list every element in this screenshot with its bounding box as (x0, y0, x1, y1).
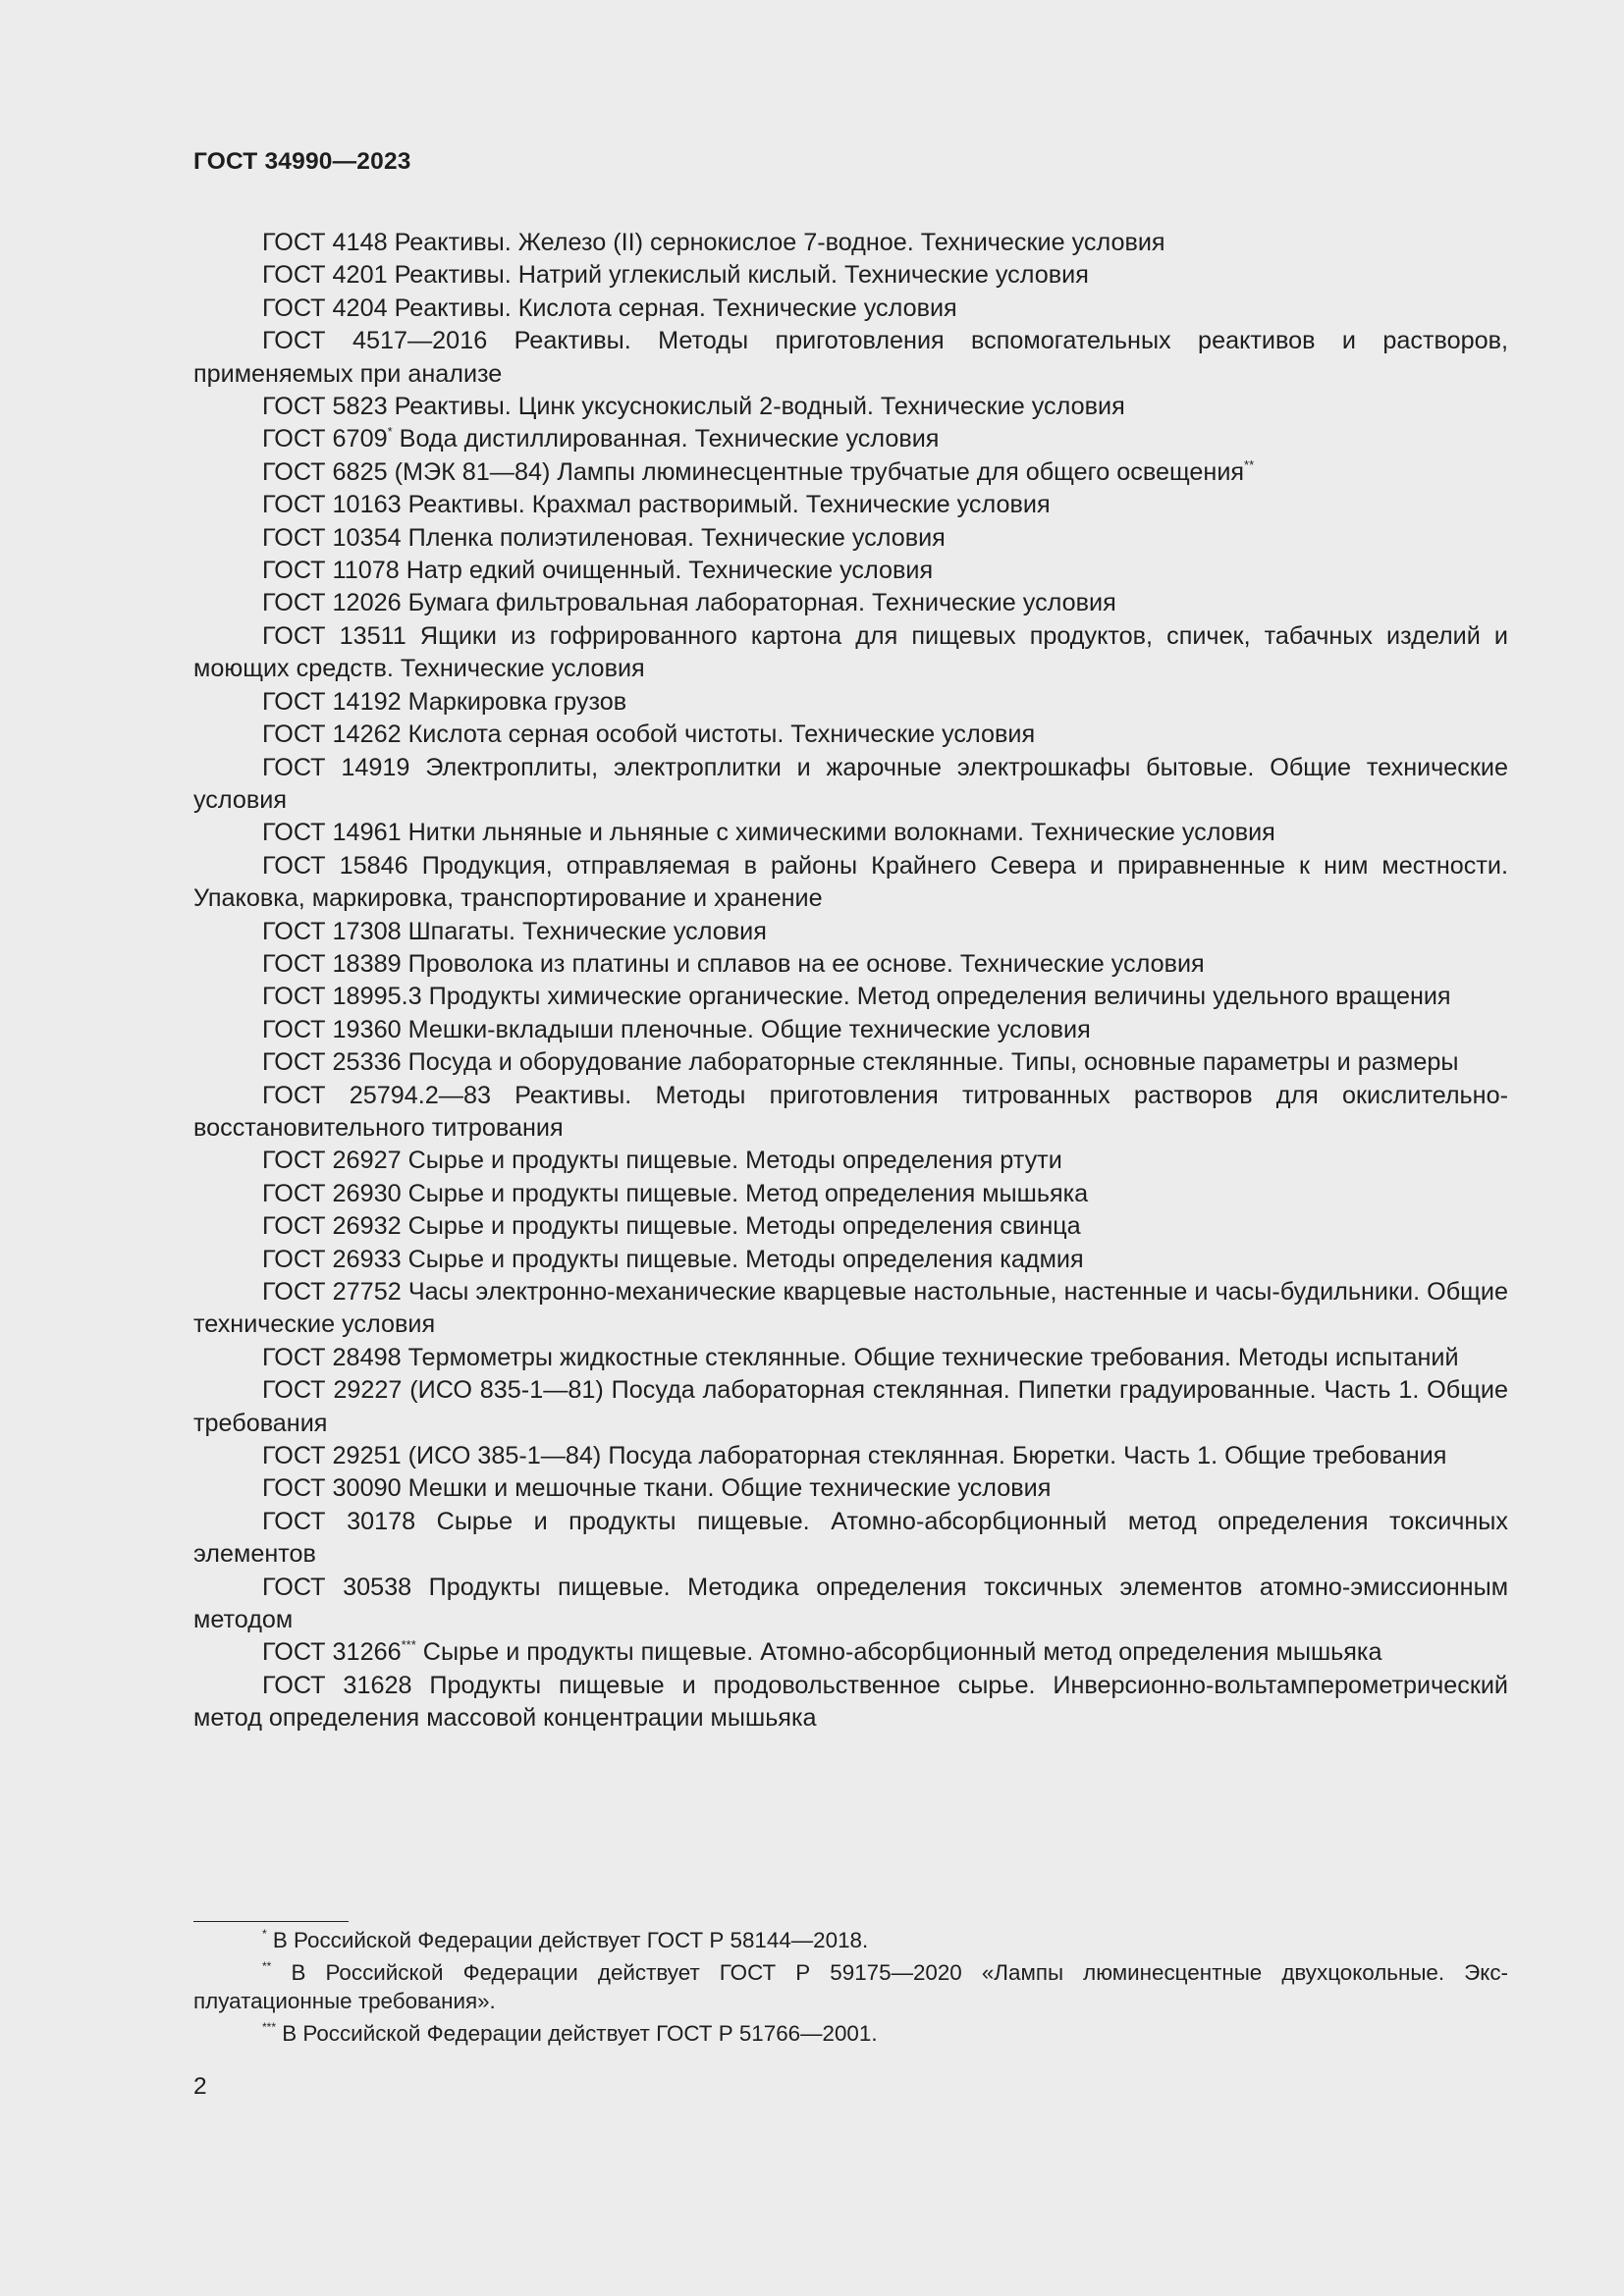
reference-title: Реактивы. Натрий углекислый кислый. Технические условия (387, 261, 1089, 290)
reference-code: ГОСТ 29251 (262, 1442, 402, 1470)
reference-code: ГОСТ 12026 (262, 589, 402, 617)
reference-title: (ИСО 385-1—84) Посуда лабораторная стеклянная. Бюретки. Часть 1. Общие требования (401, 1442, 1447, 1470)
reference-entry (193, 1440, 1508, 1472)
reference-entry (193, 227, 1508, 259)
reference-code: ГОСТ 30178 (262, 1507, 416, 1535)
reference-title: (ИСО 835-1—81) Посуда лабораторная стеклянная. Пипетки градуированные. Часть 1. Общие требования (193, 1376, 1509, 1437)
reference-title: Нитки льняные и льняные с химическими волокнами. Технические условия (401, 819, 1275, 847)
reference-code: ГОСТ 26930 (262, 1179, 402, 1207)
reference-entry (193, 456, 1508, 489)
reference-entry (193, 719, 1508, 751)
reference-title: Реактивы. Методы приготовления титрованных растворов для окислительно-восстановительного титрования (193, 1081, 1508, 1142)
reference-title: Электроплиты, электроплитки и жарочные электрошкафы бытовые. Общие технические условия (193, 753, 1508, 814)
reference-code: ГОСТ 6709 (262, 425, 388, 454)
reference-title: Кислота серная особой чистоты. Технические условия (401, 721, 1036, 749)
footnote-marker: ** (1244, 456, 1255, 472)
reference-title: Реактивы. Цинк уксуснокислый 2-водный. Технические условия (387, 393, 1125, 421)
reference-code: ГОСТ 31266 (262, 1638, 402, 1667)
reference-title: Маркировка грузов (401, 687, 627, 716)
reference-code: ГОСТ 6825 (262, 457, 388, 486)
reference-title: Бумага фильтровальная лабораторная. Технические условия (401, 589, 1116, 617)
reference-code: ГОСТ 4148 (262, 229, 388, 256)
reference-title: Сырье и продукты пищевые. Методы определения свинца (401, 1212, 1081, 1241)
reference-code: ГОСТ 19360 (262, 1015, 402, 1043)
reference-entry (193, 620, 1508, 686)
reference-entry (193, 293, 1508, 325)
page-number: 2 (193, 2073, 207, 2100)
reference-title: Ящики из гофрированного картона для пищевых продуктов, спичек, табачных изделий и моющих средств. Технические условия (193, 621, 1508, 683)
reference-code: ГОСТ 15846 (262, 851, 408, 880)
footnote-mark: *** (262, 2020, 277, 2034)
reference-entry (193, 817, 1508, 849)
document-header: ГОСТ 34990—2023 (193, 148, 411, 175)
reference-code: ГОСТ 17308 (262, 917, 402, 945)
reference-entry (193, 1374, 1508, 1440)
reference-title: Продукция, отправляемая в районы Крайнего Севера и приравненные к ним местности. Упаковка, маркировка, транспортирование и хранение (193, 851, 1508, 913)
footnote-entry (193, 1958, 1508, 2015)
reference-title: Реактивы. Методы приготовления вспомогательных реактивов и растворов, применяемых при анализе (193, 327, 1508, 388)
reference-entry (193, 555, 1508, 587)
reference-code: ГОСТ 30538 (262, 1573, 412, 1601)
footnote-marker: *** (401, 1637, 416, 1653)
reference-code: ГОСТ 28498 (262, 1343, 402, 1371)
reference-code: ГОСТ 10354 (262, 523, 402, 552)
reference-title: Сырье и продукты пищевые. Атомно-абсорбционный метод определения мышьяка (415, 1638, 1382, 1667)
reference-code: ГОСТ 27752 (262, 1278, 402, 1306)
reference-code: ГОСТ 4201 (262, 261, 388, 290)
reference-title: Продукты пищевые и продовольственное сырье. Инверсионно-вольтамперометрический метод определения массовой концентрации мышьяка (193, 1671, 1509, 1733)
reference-code: ГОСТ 13511 (262, 621, 406, 650)
reference-entry (193, 752, 1508, 818)
footnote-marker: * (387, 424, 393, 440)
reference-code: ГОСТ 31628 (262, 1671, 412, 1699)
reference-code: ГОСТ 25794.2—83 (262, 1081, 491, 1109)
normative-references-list (193, 227, 1508, 1735)
reference-entry (193, 1046, 1508, 1079)
footnote-text: В Российской Федерации действует ГОСТ Р 58144—2018. (266, 1928, 869, 1952)
reference-entry (193, 948, 1508, 981)
reference-entry (193, 1342, 1508, 1374)
reference-entry (193, 981, 1508, 1013)
reference-code: ГОСТ 18995.3 (262, 983, 422, 1011)
reference-entry (193, 259, 1508, 292)
footnotes-list (193, 1926, 1508, 2052)
reference-entry (193, 1210, 1508, 1243)
reference-code: ГОСТ 30090 (262, 1474, 402, 1503)
reference-title: Продукты химические органические. Метод определения величины удельного вращения (421, 983, 1451, 1011)
reference-code: ГОСТ 14192 (262, 687, 402, 716)
footnote-mark: ** (262, 1959, 272, 1973)
reference-title: Термометры жидкостные стеклянные. Общие технические требования. Методы испытаний (401, 1343, 1459, 1371)
reference-code: ГОСТ 4517—2016 (262, 327, 488, 355)
reference-code: ГОСТ 10163 (262, 491, 402, 519)
reference-entry (193, 916, 1508, 948)
reference-title: Мешки-вкладыши пленочные. Общие технические условия (401, 1015, 1091, 1043)
reference-title: Часы электронно-механические кварцевые настольные, настенные и часы-будильники. Общие технические условия (193, 1278, 1508, 1339)
reference-code: ГОСТ 26933 (262, 1245, 402, 1273)
reference-title: Мешки и мешочные ткани. Общие технические условия (401, 1474, 1052, 1503)
reference-code: ГОСТ 4204 (262, 294, 388, 322)
reference-title: Проволока из платины и сплавов на ее основе. Технические условия (401, 949, 1205, 978)
reference-code: ГОСТ 14961 (262, 819, 402, 847)
reference-entry (193, 522, 1508, 555)
reference-title: Пленка полиэтиленовая. Технические условия (401, 523, 946, 552)
reference-code: ГОСТ 26932 (262, 1212, 402, 1241)
reference-code: ГОСТ 11078 (262, 557, 400, 585)
footnote-separator (193, 1921, 349, 1922)
reference-entry (193, 391, 1508, 423)
reference-entry (193, 1145, 1508, 1177)
reference-title: Посуда и оборудование лабораторные стеклянные. Типы, основные параметры и размеры (401, 1048, 1459, 1077)
reference-entry (193, 1080, 1508, 1146)
reference-entry (193, 489, 1508, 521)
reference-entry (193, 1670, 1508, 1735)
reference-title: Натр едкий очищенный. Технические условия (399, 557, 934, 585)
footnote-entry (193, 2019, 1508, 2048)
reference-title: Сырье и продукты пищевые. Атомно-абсорбционный метод определения токсичных элементов (193, 1507, 1509, 1569)
reference-entry (193, 1506, 1508, 1572)
reference-code: ГОСТ 26927 (262, 1147, 402, 1175)
footnote-entry (193, 1926, 1508, 1954)
reference-entry (193, 325, 1508, 391)
reference-code: ГОСТ 29227 (262, 1376, 403, 1405)
footnote-text: В Российской Федерации действует ГОСТ Р 59175—2020 «Лампы люминесцентные двухцокольные. Эксплуатационные требования». (193, 1960, 1508, 2013)
reference-entry (193, 850, 1508, 916)
footnote-text: В Российской Федерации действует ГОСТ Р 51766—2001. (276, 2021, 878, 2046)
reference-title: Вода дистиллированная. Технические условия (392, 425, 940, 454)
reference-title: Сырье и продукты пищевые. Методы определения ртути (401, 1147, 1062, 1175)
reference-title: Реактивы. Кислота серная. Технические условия (387, 294, 957, 322)
reference-entry (193, 1472, 1508, 1505)
reference-code: ГОСТ 25336 (262, 1048, 402, 1077)
reference-entry (193, 1572, 1508, 1637)
reference-entry (193, 1178, 1508, 1210)
reference-title: Сырье и продукты пищевые. Методы определения кадмия (401, 1245, 1084, 1273)
reference-entry (193, 686, 1508, 719)
reference-entry (193, 423, 1508, 455)
reference-code: ГОСТ 5823 (262, 393, 388, 421)
reference-code: ГОСТ 14262 (262, 721, 402, 749)
reference-entry (193, 587, 1508, 619)
reference-entry (193, 1014, 1508, 1046)
footnote-mark: * (262, 1927, 267, 1941)
reference-title: Реактивы. Железо (II) сернокислое 7-водное. Технические условия (387, 229, 1165, 256)
reference-title: Сырье и продукты пищевые. Метод определения мышьяка (401, 1179, 1089, 1207)
reference-entry (193, 1636, 1508, 1669)
reference-code: ГОСТ 18389 (262, 949, 402, 978)
reference-entry (193, 1276, 1508, 1342)
reference-code: ГОСТ 14919 (262, 753, 410, 781)
reference-entry (193, 1244, 1508, 1276)
reference-title: Реактивы. Крахмал растворимый. Технические условия (401, 491, 1051, 519)
reference-title: Шпагаты. Технические условия (401, 917, 767, 945)
reference-title: (МЭК 81—84) Лампы люминесцентные трубчатые для общего освещения (387, 457, 1245, 486)
reference-title: Продукты пищевые. Методика определения токсичных элементов атомно-эмиссионным методом (193, 1573, 1509, 1634)
